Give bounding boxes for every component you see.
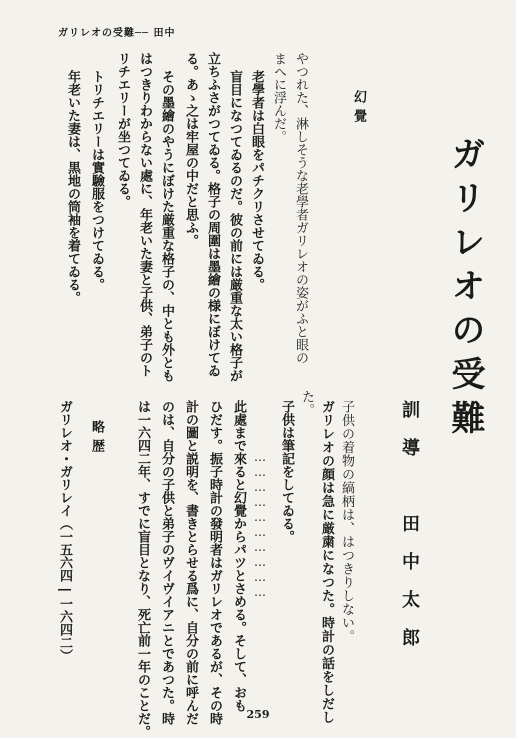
vision-line-5: 立ちふさがつてゐる。格子の周圍は墨繪の様にぼけてゐ [205,52,220,377]
vision-line-4: 盲目になつてゐるのだ。彼の前には厳重な太い格子が [227,70,242,382]
author-name: 訓導 田中太郎 [399,400,420,666]
vision-line-8: はつきりわからない處に、年老いた妻と子供、弟子のト [137,52,152,377]
main-line-4: のは、自分の子供と弟子のヴイヴイアニとであつた。時 [159,400,174,725]
text-line-ta: た。 [299,390,314,416]
vision-line-9: リチエリーが坐つてゐる。 [115,52,130,208]
text-line-child-writing: 子供は筆記をしてゐる。 [279,400,294,543]
text-line-child-pattern: 子供の着物の縞柄は、はつきりしない。 [339,400,354,643]
vision-line-11: 年老いた妻は、黒地の筒袖を着てゐる。 [65,70,80,304]
vision-line-10: トリチエリーは實驗服をつけてゐる。 [89,70,104,291]
vision-line-7: その墨繪のやうにぼけた厳重な格子の、中とも外とも [159,70,174,382]
main-line-5: は一六四二年、すでに盲目となり、死亡前一年のことだ。 [135,400,150,738]
main-line-3: 計の圖と説明を、書きとらせる爲に、自分の前に呼んだ [183,400,198,725]
main-line-2: ひだす。振子時計の發明者はガリレオであるが、その時 [207,400,222,725]
ellipsis-dots: ………………………… [253,450,267,600]
page-number: 259 [246,708,270,721]
heading-vision: 幻覺 [351,90,366,128]
play-title: ガリレオの受難 [445,136,485,444]
vision-line-6: る。あゝ之は牢屋の中だと思ふ。 [183,52,198,247]
running-header: ガリレオの受難── 田中 [58,28,176,39]
vision-line-1: やつれた、淋しそうな老學者ガリレオの姿がふと眼の [293,52,308,364]
vision-line-3: 老學者は白眼をパチクリさせてゐる。 [249,70,264,291]
text-line-galileo-face: ガリレオの顔は急に厳粛になつた。時計の話をしだし [319,400,334,724]
vision-line-2: まへに浮んだ。 [271,52,286,143]
main-line-1: 此處まで來ると幻覺からパツとさめる。そして、おも [231,400,246,712]
heading-biography: 略歴 [89,420,104,458]
bio-line: ガリレオ・ガリレイ（一五六四―一六四二） [57,400,72,662]
